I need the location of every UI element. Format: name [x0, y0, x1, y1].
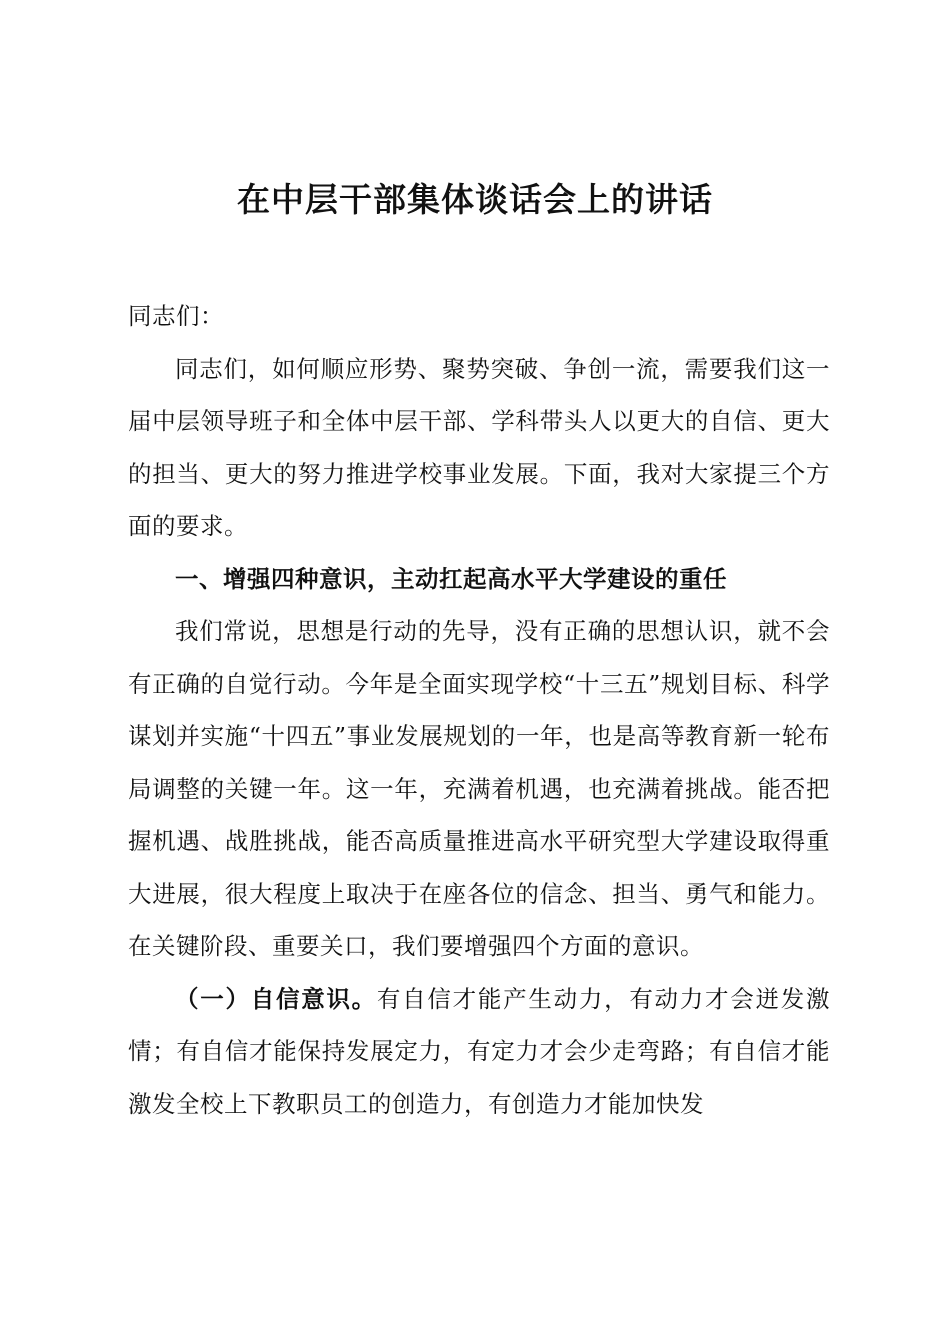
document-body	[128, 290, 830, 1130]
paragraph-intro: 同志们，如何顺应形势、聚势突破、争创一流，需要我们这一届中层领导班子和全体中层干部、学科带头人以更大的自信、更大的担当、更大的努力推进学校事业发展。下面，我对大家提三个方面的要求。	[128, 354, 830, 540]
paragraph-subsection-1	[128, 973, 830, 1131]
subsection-heading-1: （一）自信意识。	[175, 984, 377, 1013]
salutation: 同志们：	[128, 302, 224, 330]
paragraph-section-1: 我们常说，思想是行动的先导，没有正确的思想认识，就不会有正确的自觉行动。今年是全面实现学校“十三五”规划目标、科学谋划并实施“十四五”事业发展规划的一年，也是高等教育新一轮布局调整的关键一年。这一年，充满着机遇，也充满着挑战。能否把握机遇、战胜挑战，能否高质量推进高水平研究型大学建设取得重大进展，很大程度上取决于在座各位的信念、担当、勇气和能力。在关键阶段、重要关口，我们要增强四个方面的意识。	[128, 617, 830, 960]
subsection-1-text: 有自信才能产生动力，有动力才会迸发激情；有自信才能保持发展定力，有定力才会少走弯路；有自信才能激发全校上下教职员工的创造力，有创造力才能加快发	[128, 984, 831, 1118]
document-title: 在中层干部集体谈话会上的讲话	[237, 180, 713, 219]
section-heading-1: 一、增强四种意识，主动扛起高水平大学建设的重任	[175, 564, 727, 593]
